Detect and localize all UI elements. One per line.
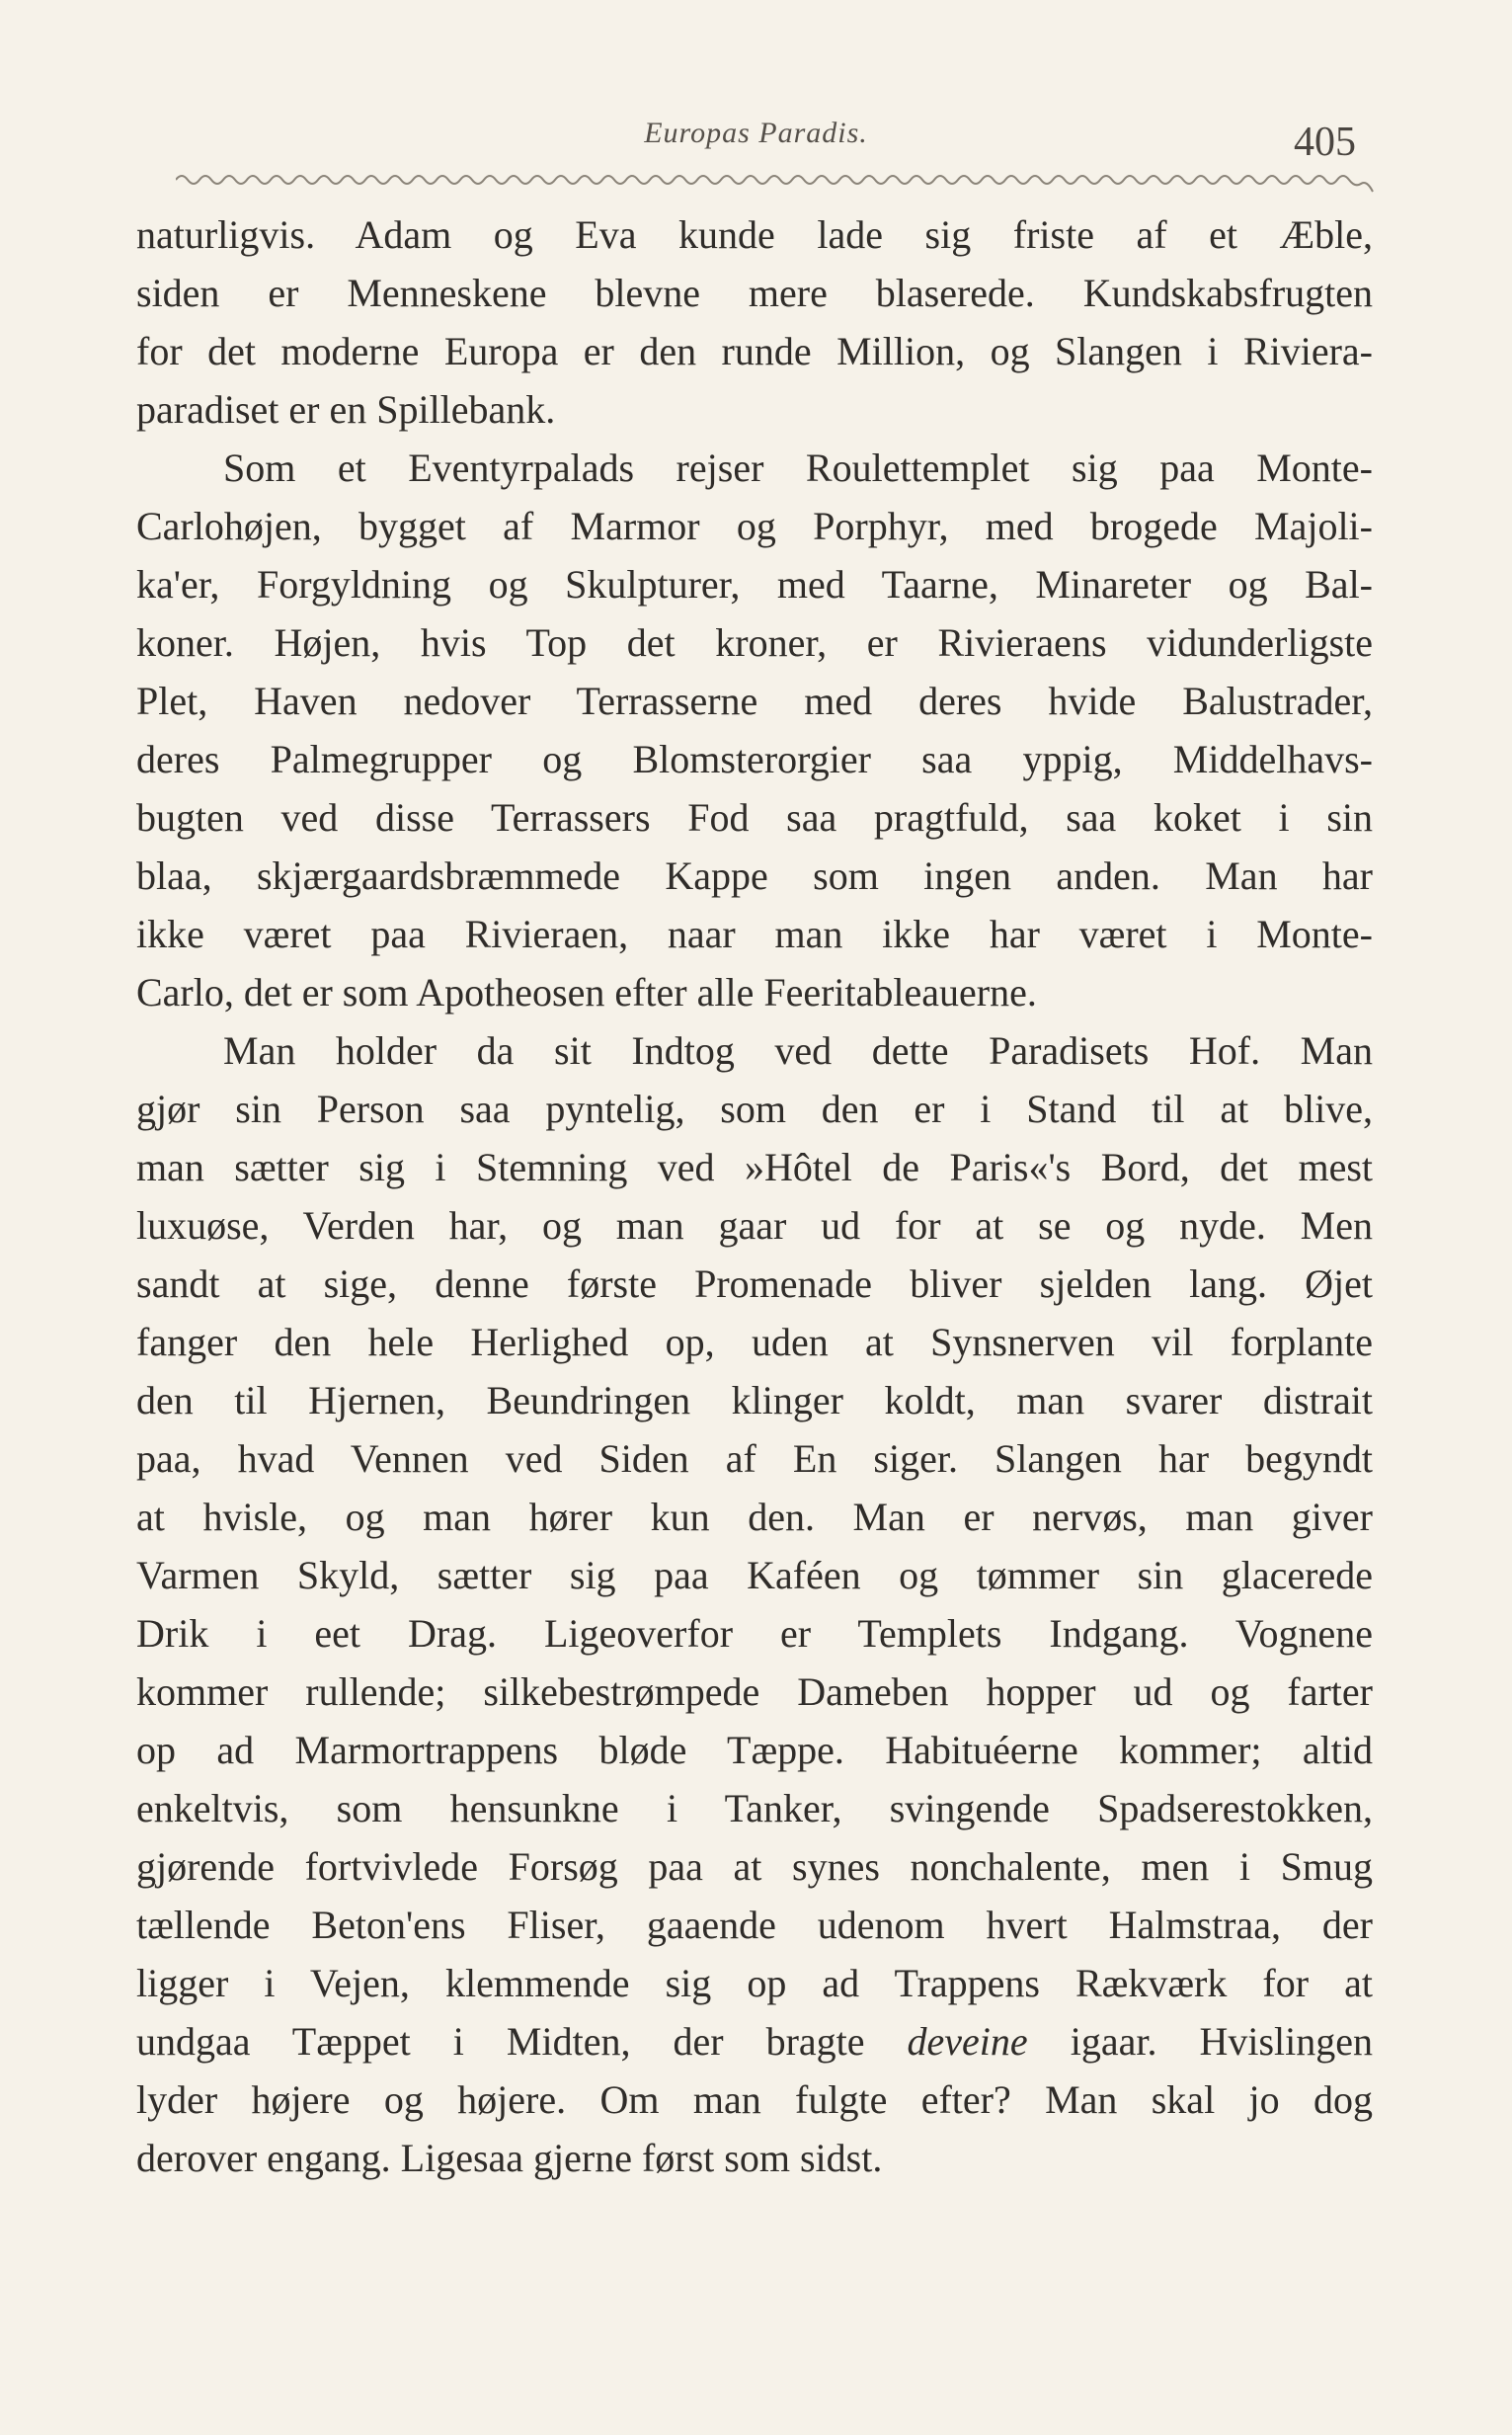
text-line: Plet, Haven nedover Terrasserne med deres hvide Balustrader, [136, 679, 1373, 723]
text-line: sandt at sige, denne første Promenade bliver sjelden lang. Øjet [136, 1261, 1373, 1306]
text-line: ligger i Vejen, klemmende sig op ad Trappens Rækværk for at [136, 1961, 1373, 2005]
text-line: tællende Beton'ens Fliser, gaaende udenom hvert Halmstraa, der [136, 1903, 1373, 1947]
text-fragment: igaar. Hvislingen [1027, 2019, 1373, 2064]
text-line: fanger den hele Herlighed op, uden at Synsnerven vil forplante [136, 1320, 1373, 1364]
text-line: ka'er, Forgyldning og Skulpturer, med Taarne, Minareter og Bal- [136, 562, 1373, 607]
text-line: Carlohøjen, bygget af Marmor og Porphyr, med brogede Majoli- [136, 504, 1373, 548]
text-line: Carlo, det er som Apotheosen efter alle Feeritableauerne. [136, 970, 1037, 1015]
text-line: at hvisle, og man hører kun den. Man er nervøs, man giver [136, 1495, 1373, 1539]
text-line: gjør sin Person saa pyntelig, som den er i Stand til at blive, [136, 1087, 1373, 1131]
text-line: den til Hjernen, Beundringen klinger koldt, man svarer distrait [136, 1378, 1373, 1422]
text-line: blaa, skjærgaardsbræmmede Kappe som ingen anden. Man har [136, 853, 1373, 898]
text-line: man sætter sig i Stemning ved »Hôtel de Paris«'s Bord, det mest [136, 1145, 1373, 1189]
text-fragment: undgaa Tæppet i Midten, der bragte [136, 2019, 908, 2064]
text-line: siden er Menneskene blevne mere blaserede. Kundskabsfrugten [136, 271, 1373, 315]
paragraph-start: Man holder da sit Indtog ved dette Paradisets Hof. Man [223, 1028, 1373, 1073]
text-line: koner. Højen, hvis Top det kroner, er Rivieraens vidunderligste [136, 620, 1373, 665]
text-line: Varmen Skyld, sætter sig paa Kaféen og tømmer sin glacerede [136, 1553, 1373, 1597]
text-line: bugten ved disse Terrassers Fod saa pragtfuld, saa koket i sin [136, 795, 1373, 840]
text-line: lyder højere og højere. Om man fulgte efter? Man skal jo dog [136, 2077, 1373, 2122]
running-head: Europas Paradis. [644, 117, 868, 149]
text-line: Drik i eet Drag. Ligeoverfor er Templets Indgang. Vognene [136, 1611, 1373, 1656]
paragraph-start: Som et Eventyrpalads rejser Roulettemplet sig paa Monte- [223, 446, 1373, 490]
italic-word: deveine [907, 2019, 1028, 2064]
text-line: paradiset er en Spillebank. [136, 387, 556, 432]
page-number: 405 [1294, 120, 1356, 165]
text-line: kommer rullende; silkebestrømpede Dameben hopper ud og farter [136, 1669, 1373, 1714]
text-line: enkeltvis, som hensunkne i Tanker, svingende Spadserestokken, [136, 1786, 1373, 1830]
text-line [136, 2012, 1373, 2070]
ornament-rule [176, 166, 1381, 200]
text-line: naturligvis. Adam og Eva kunde lade sig friste af et Æble, [136, 212, 1373, 257]
text-line: derover engang. Ligesaa gjerne først som sidst. [136, 2136, 883, 2180]
text-line: op ad Marmortrappens bløde Tæppe. Habituéerne kommer; altid [136, 1728, 1373, 1772]
text-line: luxuøse, Verden har, og man gaar ud for at se og nyde. Men [136, 1203, 1373, 1248]
text-line: gjørende fortvivlede Forsøg paa at synes nonchalente, men i Smug [136, 1844, 1373, 1889]
text-line: ikke været paa Rivieraen, naar man ikke har været i Monte- [136, 912, 1373, 956]
text-line: paa, hvad Vennen ved Siden af En siger. Slangen har begyndt [136, 1436, 1373, 1481]
text-line: for det moderne Europa er den runde Million, og Slangen i Riviera- [136, 329, 1373, 373]
text-line: deres Palmegrupper og Blomsterorgier saa yppig, Middelhavs- [136, 737, 1373, 781]
body-text [136, 205, 1373, 2187]
